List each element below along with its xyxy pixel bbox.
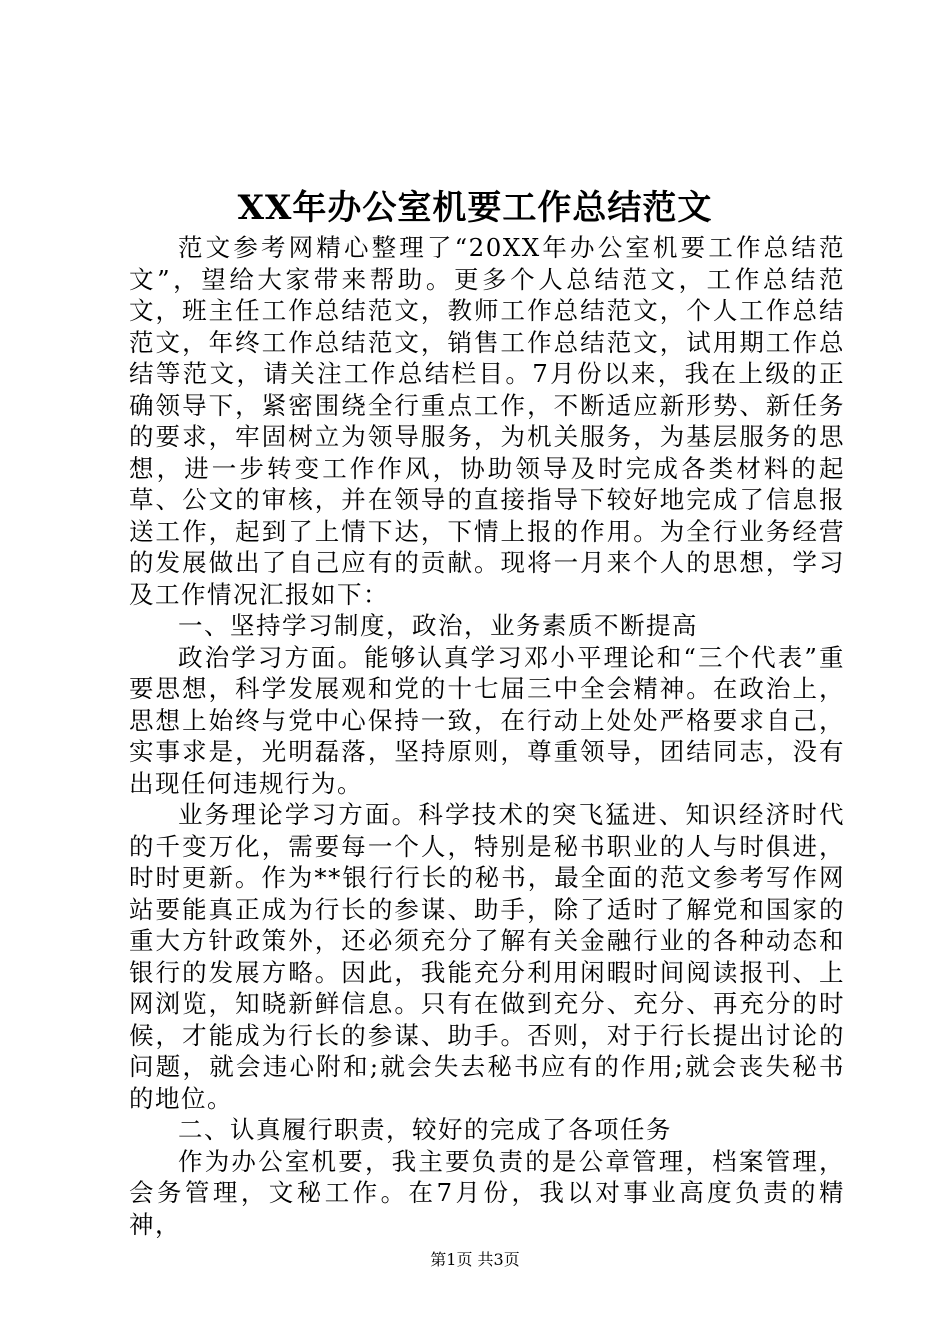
paragraph-duties: 作为办公室机要，我主要负责的是公章管理，档案管理，会务管理，文秘工作。在7月份，我以对事业高度负责的精神， (129, 1146, 845, 1239)
paragraph-political-study: 政治学习方面。能够认真学习邓小平理论和“三个代表”重要思想，科学发展观和党的十七届三中全会精神。在政治上，思想上始终与党中心保持一致，在行动上处处严格要求自己，实事求是，光明磊落，坚持原则，尊重领导，团结同志，没有出现任何违规行为。 (129, 642, 845, 798)
page-number: 第1页 (430, 1250, 473, 1269)
section-heading-2: 二、认真履行职责，较好的完成了各项任务 (178, 1115, 672, 1144)
paragraph-intro: 范文参考网精心整理了“20XX年办公室机要工作总结范文”，望给大家带来帮助。更多个人总结范文，工作总结范文，班主任工作总结范文，教师工作总结范文，个人工作总结范文，年终工作总结范文，销售工作总结范文，试用期工作总结等范文，请关注工作总结栏目。7月份以来，我在上级的正确领导下，紧密围绕全行重点工作，不断适应新形势、新任务的要求，牢固树立为领导服务，为机关服务，为基层服务的思想，进一步转变工作作风，协助领导及时完成各类材料的起草、公文的审核，并在领导的直接指导下较好地完成了信息报送工作，起到了上情下达，下情上报的作用。为全行业务经营的发展做出了自己应有的贡献。现将一月来个人的思想，学习及工作情况汇报如下： (129, 233, 845, 609)
document-title: XX年办公室机要工作总结范文 (237, 188, 713, 228)
section-heading-1: 一、坚持学习制度，政治，业务素质不断提高 (178, 611, 698, 640)
document-body (129, 232, 845, 1240)
page-total: 共3页 (477, 1250, 520, 1269)
page-footer (0, 1248, 950, 1272)
paragraph-business-study: 业务理论学习方面。科学技术的突飞猛进、知识经济时代的千变万化，需要每一个人，特别是秘书职业的人与时俱进，时时更新。作为**银行行长的秘书，最全面的范文参考写作网站要能真正成为行长的参谋、助手，除了适时了解党和国家的重大方针政策外，还必须充分了解有关金融行业的各种动态和银行的发展方略。因此，我能充分利用闲暇时间阅读报刊、上网浏览，知晓新鲜信息。只有在做到充分、充分、再充分的时候，才能成为行长的参谋、助手。否则，对于行长提出讨论的问题，就会违心附和;就会失去秘书应有的作用;就会丧失秘书的地位。 (129, 800, 845, 1113)
